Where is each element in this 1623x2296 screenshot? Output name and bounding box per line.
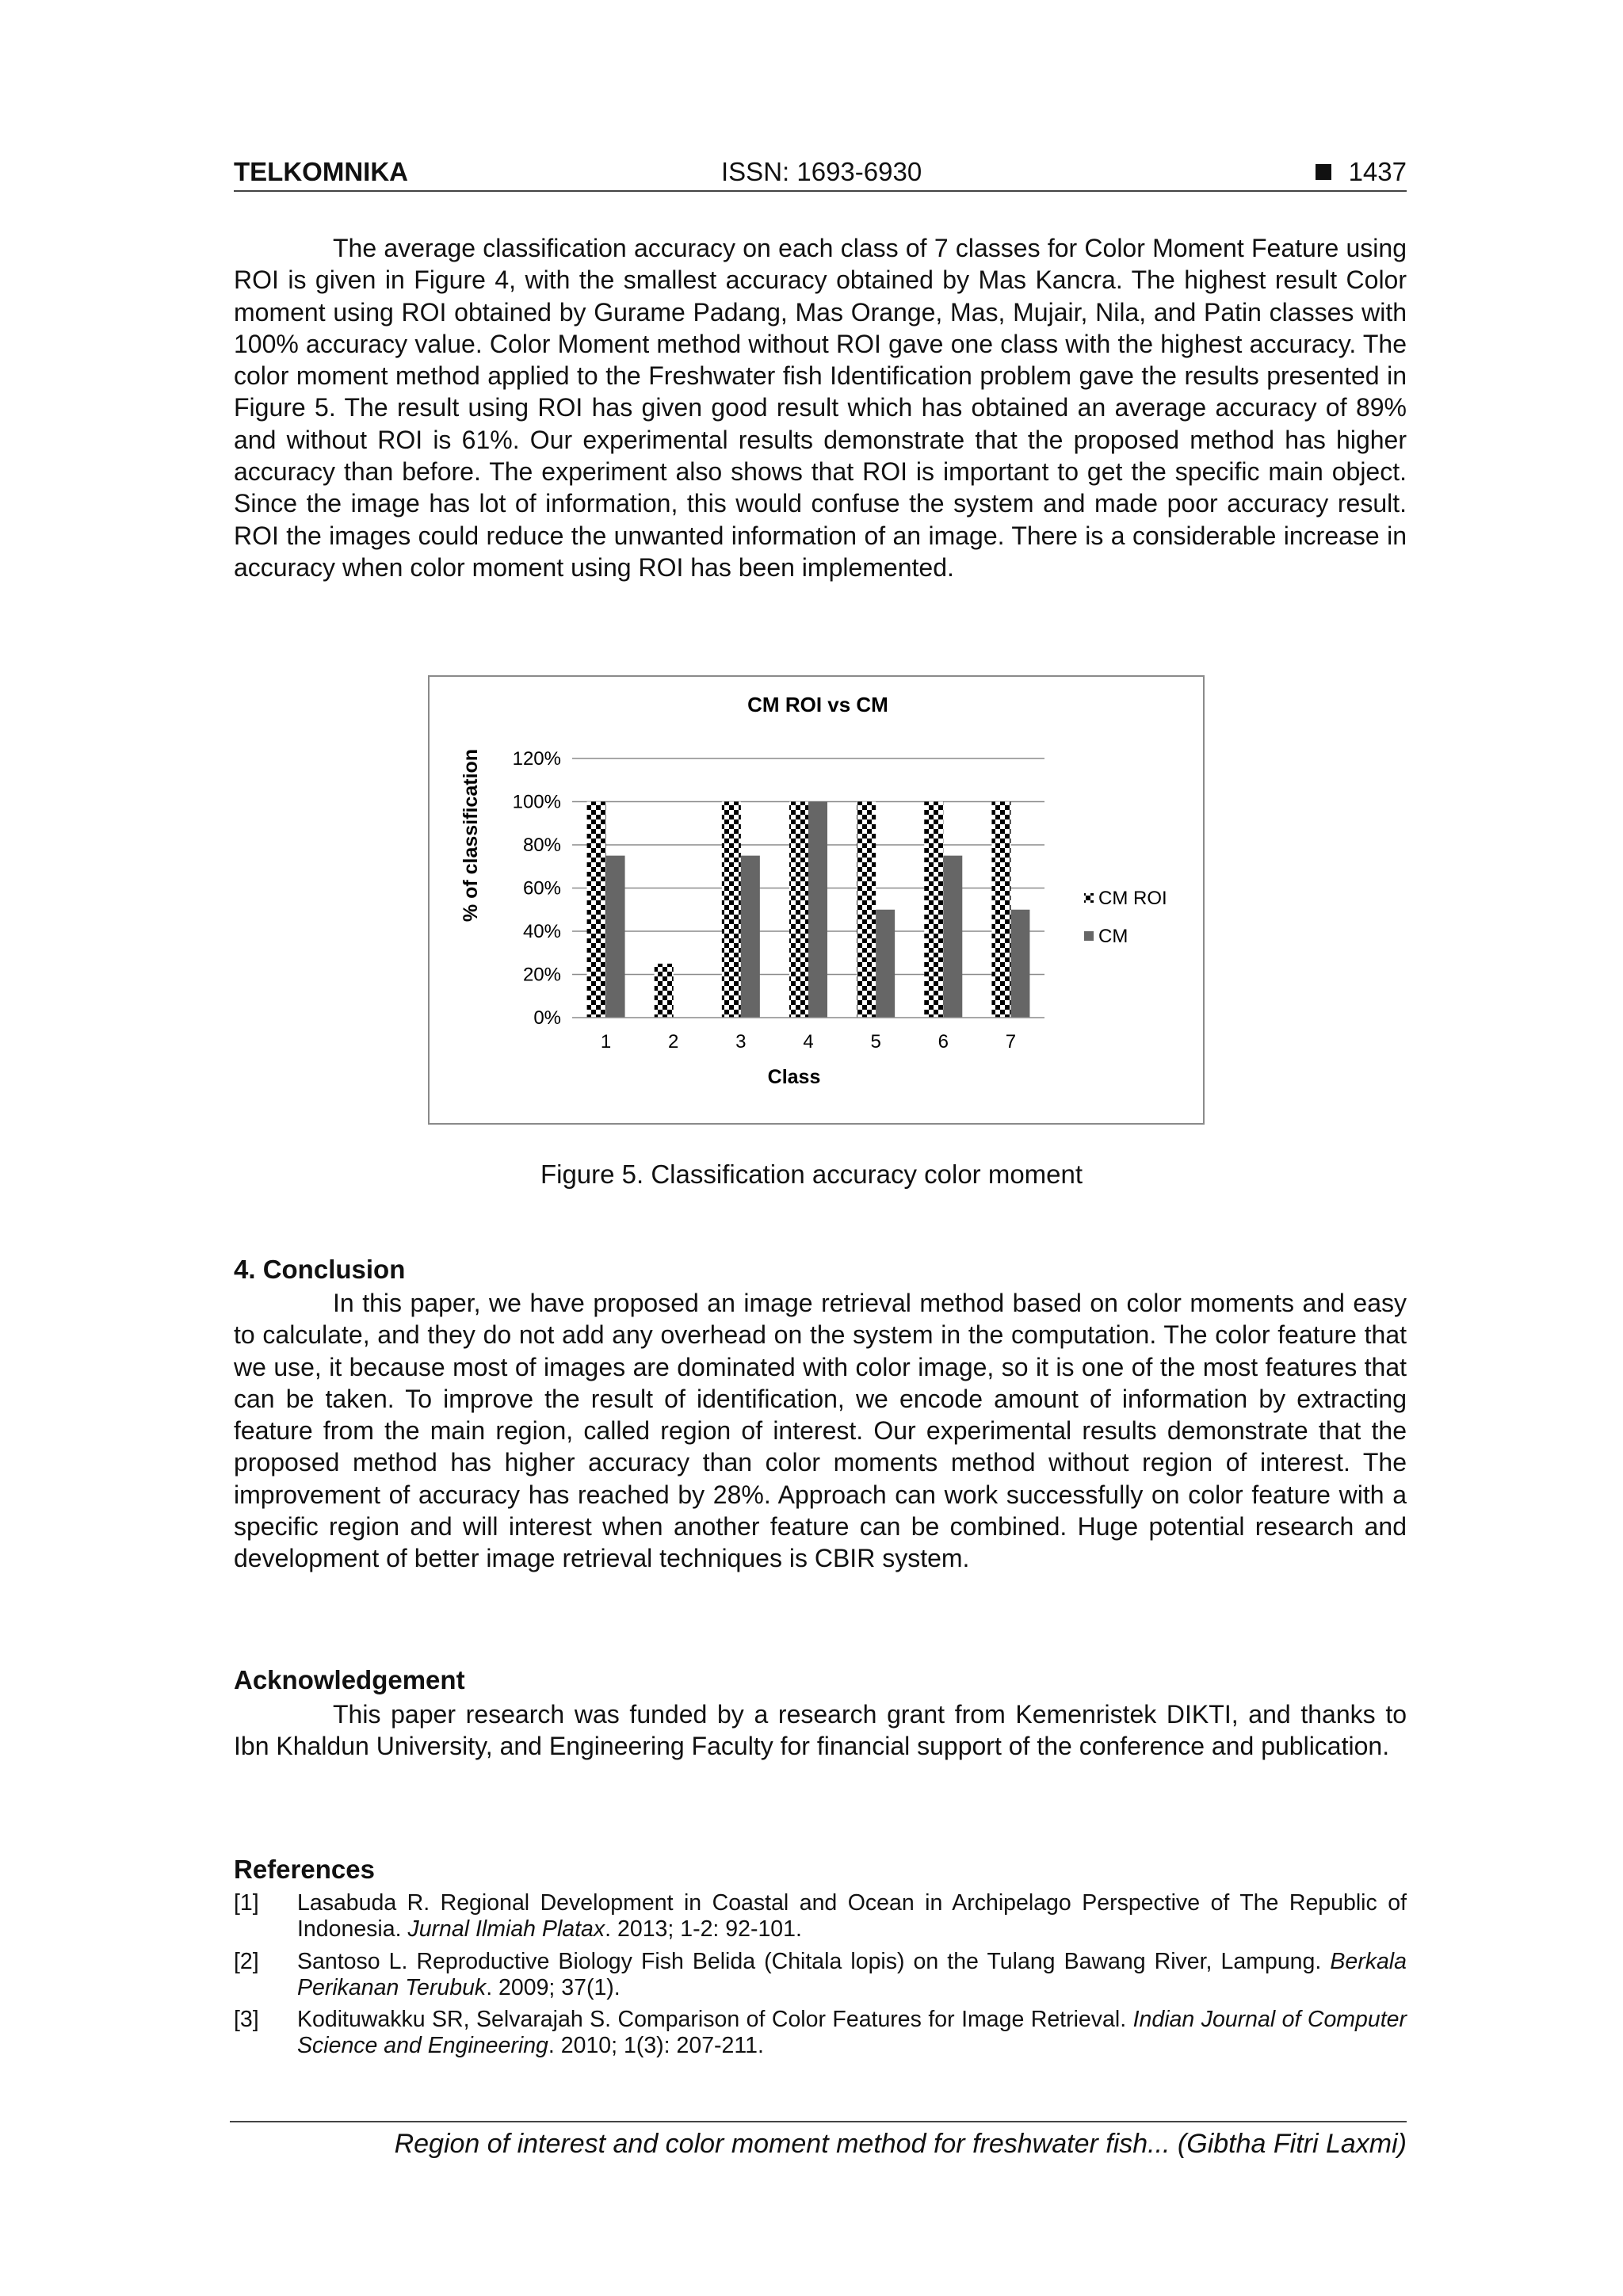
acknowledgement-text: This paper research was funded by a research grant from Kemenristek DIKTI, and thanks to Ibn Khaldun University, and Engineering Faculty for financial support of the conference and publication. bbox=[234, 1700, 1407, 1761]
x-tick-label: 5 bbox=[870, 1031, 881, 1052]
chart-title: CM ROI vs CM bbox=[747, 693, 888, 716]
y-tick-label: 40% bbox=[522, 921, 561, 942]
journal-name: TELKOMNIKA bbox=[234, 157, 408, 186]
y-tick-label: 80% bbox=[522, 835, 561, 856]
legend-swatch-cm bbox=[1084, 931, 1094, 941]
reference-number: [3] bbox=[234, 2007, 259, 2032]
results-paragraph-text: The average classification accuracy on each class of 7 classes for Color Moment Feature using ROI is given in Figure 4, with the smallest accuracy obtained by Mas Kancra. The highest result Color moment using ROI obtained by Gurame Padang, Mas Orange, Mas, Mujair, Nila, and Patin classes with 100% accuracy value. Color Moment method without ROI gave one class with the highest accuracy. The color moment method applied to the Freshwater fish Identification problem gave the results presented in Figure 5. The result using ROI has given good result which has obtained an average accuracy of 89% and without ROI is 61%. Our experimental results demonstrate that the proposed method has higher accuracy than before. The experiment also shows that ROI is important to get the specific main object. Since the image has lot of information, this would confuse the system and made poor accuracy result. ROI the images could reduce the unwanted information of an image. There is a considerable increase in accuracy when color moment using ROI has been implemented. bbox=[234, 234, 1407, 582]
reference-number: [2] bbox=[234, 1949, 259, 1974]
bar-cm-roi bbox=[655, 964, 674, 1018]
conclusion-text: In this paper, we have proposed an image retrieval method based on color moments and easy to calculate, and they do not add any overhead on the system in the computation. The color feature that we use, it because most of images are dominated with color image, so it is one of the most features that can be taken. To improve the result of identification, we encode amount of information by extracting feature from the main region, called region of interest. Our experimental results demonstrate that the proposed method has higher accuracy than color moments method without region of interest. The improvement of accuracy has reached by 28%. Approach can work successfully on color feature with a specific region and will interest when another feature can be combined. Huge potential research and development of better image retrieval techniques is CBIR system. bbox=[234, 1289, 1407, 1573]
reference-text bbox=[297, 2007, 1407, 2059]
figure-caption: Figure 5. Classification accuracy color moment bbox=[540, 1159, 1083, 1189]
x-tick-label: 7 bbox=[1005, 1031, 1017, 1052]
bar-cm-roi bbox=[857, 802, 876, 1018]
square-bullet-icon bbox=[1316, 164, 1331, 180]
bar-cm bbox=[1010, 910, 1029, 1018]
x-tick-label: 4 bbox=[803, 1031, 814, 1052]
figure-5-chart bbox=[428, 675, 1205, 1125]
bars bbox=[587, 802, 1030, 1018]
bar-cm-roi bbox=[991, 802, 1010, 1018]
reference-body: Santoso L. Reproductive Biology Fish Belida (Chitala lopis) on the Tulang Bawang River, Lampung. bbox=[297, 1949, 1331, 1974]
reference-venue: Indian Journal of Computer Science and Engineering bbox=[297, 2007, 1407, 2058]
reference-venue: Berkala Perikanan Terubuk bbox=[297, 1949, 1407, 2000]
reference-venue: Jurnal Ilmiah Platax bbox=[407, 1916, 605, 1942]
acknowledgement-heading: Acknowledgement bbox=[234, 1665, 465, 1694]
y-tick-label: 0% bbox=[533, 1007, 561, 1029]
bar-chart bbox=[430, 677, 1203, 1123]
acknowledgement-paragraph bbox=[234, 1698, 1407, 1763]
conclusion-heading: 4. Conclusion bbox=[234, 1255, 406, 1284]
conclusion-paragraph bbox=[234, 1287, 1407, 1575]
reference-body: Lasabuda R. Regional Development in Coastal and Ocean in Archipelago Perspective of The Republic of Indonesia. bbox=[297, 1890, 1407, 1942]
y-tick-label: 60% bbox=[522, 877, 561, 900]
x-tick-label: 3 bbox=[735, 1031, 747, 1052]
legend-label-cm: CM bbox=[1098, 926, 1128, 947]
legend bbox=[1084, 888, 1167, 947]
reference-details: . 2009; 37(1). bbox=[486, 1975, 621, 2000]
legend-label-cm-roi: CM ROI bbox=[1098, 888, 1167, 909]
y-axis-label: % of classification bbox=[460, 748, 482, 923]
bar-cm-roi bbox=[924, 802, 943, 1018]
running-footer: Region of interest and color moment method for freshwater fish... (Gibtha Fitri Laxmi) bbox=[394, 2129, 1407, 2159]
y-tick-label: 100% bbox=[512, 791, 561, 813]
reference-body: Kodituwakku SR, Selvarajah S. Comparison of Color Features for Image Retrieval. bbox=[297, 2007, 1133, 2032]
bar-cm-roi bbox=[789, 802, 808, 1018]
bar-cm bbox=[808, 802, 827, 1018]
x-tick-label: 1 bbox=[600, 1031, 612, 1052]
y-tick-label: 20% bbox=[522, 964, 561, 986]
page-number-wrap bbox=[1316, 157, 1407, 187]
reference-text bbox=[297, 1890, 1407, 1943]
x-tick-label: 6 bbox=[938, 1031, 949, 1052]
bar-cm-roi bbox=[722, 802, 741, 1018]
bar-cm bbox=[741, 856, 760, 1018]
bar-cm bbox=[606, 856, 625, 1018]
running-header bbox=[234, 155, 1407, 192]
reference-text bbox=[297, 1949, 1407, 2001]
bar-cm bbox=[943, 856, 962, 1018]
bar-cm-roi bbox=[587, 802, 606, 1018]
references-heading: References bbox=[234, 1855, 375, 1884]
reference-details: . 2013; 1-2: 92-101. bbox=[605, 1916, 802, 1942]
page-number: 1437 bbox=[1348, 157, 1407, 186]
footer-rule bbox=[230, 2121, 1407, 2122]
bar-cm bbox=[876, 910, 895, 1018]
reference-number: [1] bbox=[234, 1890, 259, 1916]
reference-details: . 2010; 1(3): 207-211. bbox=[548, 2033, 764, 2058]
x-tick-label: 2 bbox=[668, 1031, 679, 1052]
x-axis-label: Class bbox=[767, 1066, 821, 1088]
results-paragraph bbox=[234, 232, 1407, 583]
legend-swatch-cm-roi bbox=[1084, 893, 1094, 903]
y-tick-label: 120% bbox=[512, 748, 561, 770]
issn: ISSN: 1693-6930 bbox=[721, 157, 922, 186]
